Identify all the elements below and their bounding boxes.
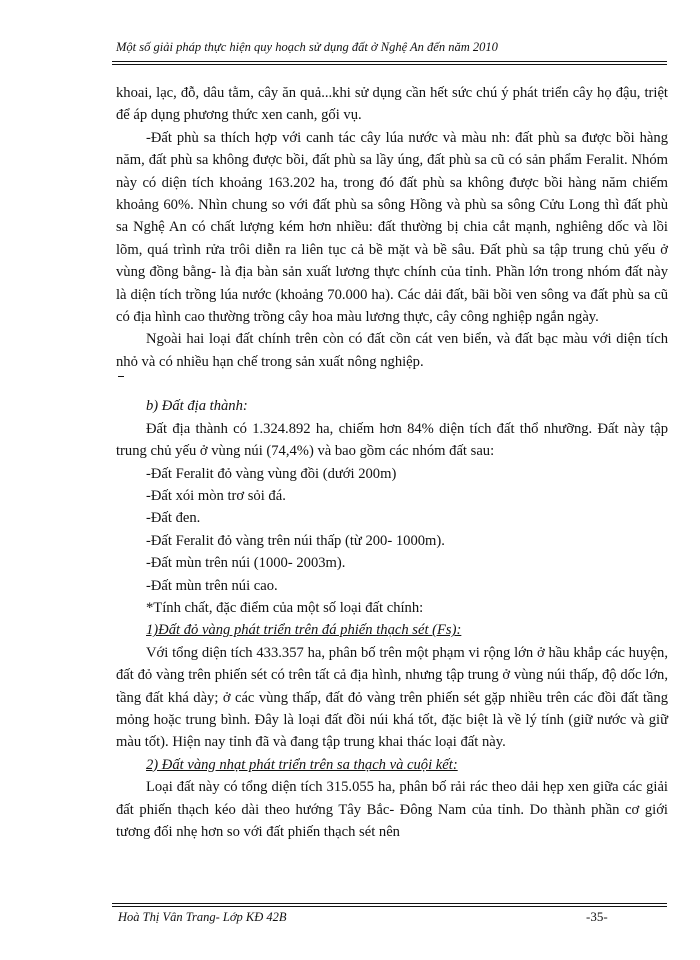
- header-rule-thin: [112, 64, 667, 65]
- section-heading-b: b) Đất địa thành:: [146, 398, 248, 415]
- paragraph-light-yellow-soil: Loại đất này có tổng diện tích 315.055 ha, phân bố rải rác theo dải hẹp xen giữa các giải đất phiến thạch kéo dài theo hướng Tây Bắc- Đông Nam của tỉnh. Do thành phần cơ giới tương đối nhẹ hơn so với đất phiến thạch sét nên: [116, 779, 668, 840]
- subheading-2: 2) Đất vàng nhạt phát triển trên sa thạch và cuội kết:: [146, 756, 458, 773]
- footer-author: Hoà Thị Vân Trang- Lớp KĐ 42B: [118, 910, 287, 924]
- list-item: -Đất Feralit đỏ vàng vùng đồi (dưới 200m): [146, 465, 397, 482]
- running-header: Một số giải pháp thực hiện quy hoạch sử dụng đất ở Nghệ An đến năm 2010: [116, 40, 498, 54]
- list-item: -Đất mùn trên núi (1000- 2003m).: [146, 555, 346, 572]
- page-number: -35-: [586, 909, 608, 924]
- paragraph-alluvial-soil: -Đất phù sa thích hợp với canh tác cây lúa nước và màu nh: đất phù sa được bồi hàng năm, đất phù sa không được bồi, đất phù sa lầy úng, đất phù sa cũ có sản phẩm Feralit. Nhóm này có diện tích khoảng 163.202 ha, trong đó đất phù sa không được bồi hàng năm chiếm khoảng 60%. Nhìn chung so với đất phù sa sông Hồng và phù sa sông Cửu Long thì đất phù sa Nghệ An có chất lượng kém hơn nhiều: đất thường bị chia cắt mạnh, nghiêng dốc và lồi lõm, quá trình rửa trôi diễn ra liên tục cả bề mặt và bề sâu. Đất phù sa tập trung chủ yếu ở vùng đồng bằng- là địa bàn sản xuất lương thực chính của tỉnh. Phần lớn trong nhóm đất này là diện tích trồng lúa nước (khoảng 70.000 ha). Các dải đất, bãi bồi ven sông va đất phù sa cũ có địa hình cao thường trồng cây hoa màu lương thực, cây công nghiệp ngắn ngày.: [116, 129, 668, 326]
- footer-rule: [112, 903, 667, 904]
- paragraph-red-yellow-soil: Với tổng diện tích 433.357 ha, phân bố trên một phạm vi rộng lớn ở hầu khắp các huyện, đất đỏ vàng trên phiến sét có trên tất cả địa hình, nhưng tập trung ở vùng núi thấp, độ dốc lớn, tầng đất khá dày; ở các vùng thấp, đất đỏ vàng trên phiến sét gặp nhiều trên các đồi đất tầng mỏng hoặc trung bình. Đây là loại đất đồi núi khá tốt, đặc biệt là về lý tính (giữ nước và giữ màu tốt). Hiện nay tỉnh đã và đang tập trung khai thác loại đất này.: [116, 644, 668, 751]
- body-text: [116, 82, 668, 843]
- list-item: -Đất mùn trên núi cao.: [146, 577, 278, 594]
- paragraph-other-soils: Ngoài hai loại đất chính trên còn có đất cồn cát ven biển, và đất bạc màu với diện tích nhỏ và có nhiều hạn chế trong sản xuất nông nghiệp.: [116, 331, 668, 370]
- list-item: -Đất đen.: [146, 510, 201, 527]
- subheading-1: 1)Đất đỏ vàng phát triển trên đá phiến thạch sét (Fs):: [146, 622, 462, 639]
- properties-heading: *Tính chất, đặc điểm của một số loại đất chính:: [146, 599, 424, 616]
- paragraph-terrain-soil: Đất địa thành có 1.324.892 ha, chiếm hơn 84% diện tích đất thổ nhưỡng. Đất này tập trung chủ yếu ở vùng núi (74,4%) và bao gồm các nhóm đất sau:: [116, 420, 668, 460]
- header-rule: [112, 61, 667, 62]
- paragraph-continuation: khoai, lạc, đỗ, dâu tằm, cây ăn quả...khi sử dụng cần hết sức chú ý phát triển cây họ đậu, triệt để áp dụng phương thức xen canh, gối vụ.: [116, 85, 668, 124]
- list-item: -Đất xói mòn trơ sỏi đá.: [146, 487, 286, 504]
- list-item: -Đất Feralit đỏ vàng trên núi thấp (từ 200- 1000m).: [146, 532, 445, 549]
- footer-rule-thin: [112, 906, 667, 907]
